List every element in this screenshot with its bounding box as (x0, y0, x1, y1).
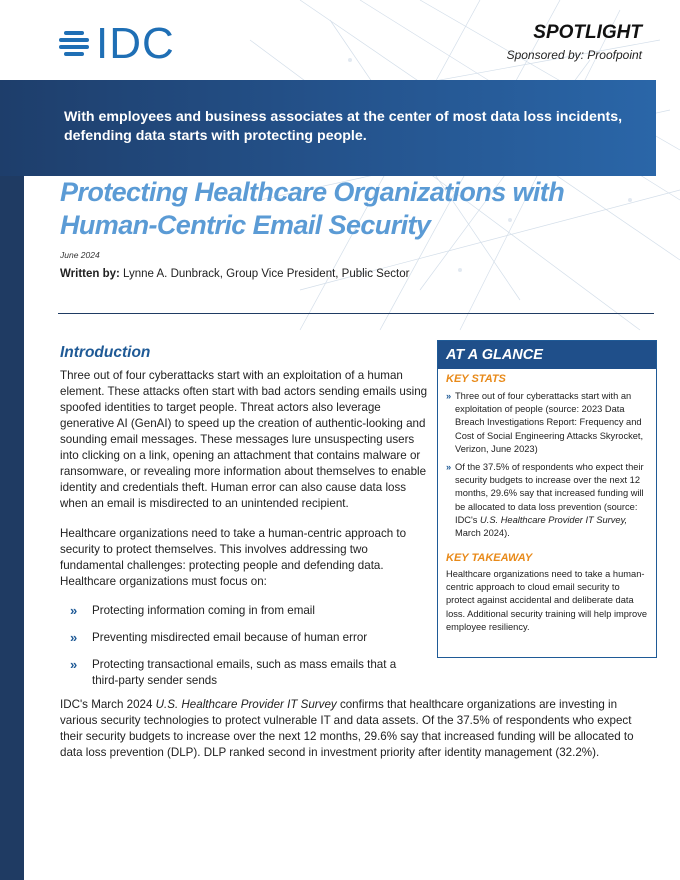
chevron-right-icon: » (446, 391, 452, 401)
key-stat-2-text-a: Of the 37.5% of respondents who expect their security budgets to increase over the next 12 months, 29.6% say that increased funding will be allocated to data loss prevention (source: IDC's (455, 462, 644, 525)
idc-logo (58, 19, 175, 68)
chevron-right-icon: » (70, 630, 78, 645)
survey-text-b: confirms that healthcare organizations are investing in various security technologies to protect vulnerable IT and data assets. Of the 37.5% of respondents who expect their security budgets to increase over the next 12 months, 29.6% say that increased funding will be allocated to data loss prevention (DLP). DLP ranked second in investment priority after identity management (32.2%). (60, 698, 634, 759)
list-item-text: Protecting information coming in from email (92, 604, 315, 617)
spotlight-header (507, 22, 642, 62)
logo-text: IDC (96, 19, 175, 68)
title-line-2: Human-Centric Email Security (60, 210, 431, 240)
intro-paragraph-1: Three out of four cyberattacks start with an exploitation of a human element. These attacks often start with bad actors sending emails using spoofed identities to target people. Threat actors also leverage generative AI (GenAI) to speed up the creation of authentic-looking and sounding email messages. These messages lure unsuspecting users into clicking on a link, opening an attachment that contains malware or ransomware, or revealing more information about themselves to enable identity and credentials theft. Human error can also cause data loss when an email is misdirected to an unintended recipient. (60, 369, 428, 510)
list-item-text: Protecting transactional emails, such as mass emails that a third-party sender sends (92, 658, 397, 687)
at-a-glance-heading: AT A GLANCE (438, 341, 656, 369)
title-line-1: Protecting Healthcare Organizations with (60, 177, 565, 207)
publish-date: June 2024 (60, 250, 100, 260)
written-by-label: Written by: (60, 268, 120, 280)
sponsor-label: Sponsored by: Proofpoint (506, 48, 642, 62)
survey-paragraph (60, 697, 650, 761)
key-stat-2-italic: U.S. Healthcare Provider IT Survey, (480, 514, 628, 525)
list-item-text: Preventing misdirected email because of human error (92, 631, 368, 644)
key-stat-2-text-b: March 2024). (455, 528, 510, 539)
idc-logo-icon (58, 29, 90, 59)
key-stat-2 (446, 461, 650, 540)
list-item (70, 657, 420, 689)
chevron-right-icon: » (70, 657, 78, 672)
chevron-right-icon: » (70, 603, 78, 618)
chevron-right-icon: » (446, 462, 452, 472)
focus-list (70, 603, 420, 689)
section-divider (58, 313, 654, 314)
introduction-heading: Introduction (60, 344, 151, 361)
key-stat-1-text: Three out of four cyberattacks start with an exploitation of people (source: 2023 Data Breach Investigations Report: Frequency and Cost of Social Engineering Attacks Skyrocket, Verizon, June 2023) (455, 391, 644, 454)
key-takeaway-label: KEY TAKEAWAY (446, 552, 533, 564)
spotlight-label: SPOTLIGHT (533, 22, 642, 43)
list-item (70, 630, 420, 646)
author-name: Lynne A. Dunbrack, Group Vice President, Public Sector (123, 268, 410, 280)
at-a-glance-box (437, 340, 657, 658)
banner-text: With employees and business associates at the center of most data loss incidents, defending data starts with protecting people. (64, 109, 623, 144)
author-line (60, 268, 409, 280)
key-stat-1 (446, 390, 650, 456)
intro-paragraph-2: Healthcare organizations need to take a human-centric approach to security to protect themselves. This involves addressing two fundamental challenges: protecting people and defending data. Healthcare organizations must focus on: (60, 527, 407, 588)
key-takeaway-text: Healthcare organizations need to take a human-centric approach to cloud email security to protect against accidental and deliberate data loss. Additional security training will help improve employee resiliency. (446, 569, 648, 632)
survey-text-a: IDC's March 2024 (60, 698, 156, 711)
left-accent-bar (0, 80, 24, 880)
key-stats-label: KEY STATS (446, 373, 506, 385)
survey-title: U.S. Healthcare Provider IT Survey (155, 698, 337, 711)
list-item (70, 603, 420, 619)
page-title (60, 176, 640, 242)
